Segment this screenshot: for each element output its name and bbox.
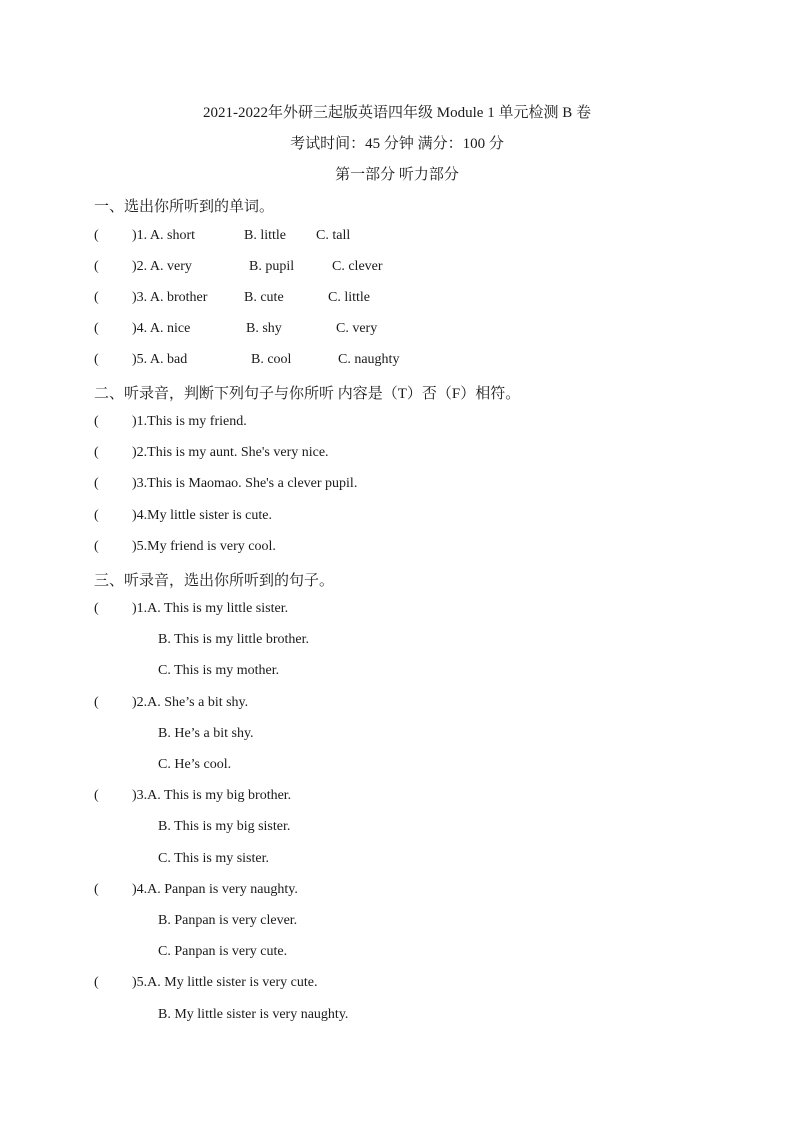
question: [94, 975, 317, 995]
option-c: C. very: [336, 321, 378, 336]
question: [94, 788, 291, 808]
list-item: [94, 508, 272, 528]
statement: )1.This is my friend.: [132, 414, 247, 429]
option-b: B. This is my little brother.: [158, 632, 310, 647]
option-a: )1.A. This is my little sister.: [132, 601, 289, 616]
answer-blank[interactable]: (: [94, 695, 99, 710]
list-item: [94, 539, 276, 559]
option-a: )2.A. She’s a bit shy.: [132, 695, 249, 710]
question: [94, 695, 248, 715]
answer-blank[interactable]: (: [94, 539, 99, 554]
exam-info: 考试时间：45 分钟 满分：100 分: [290, 136, 504, 152]
answer-blank[interactable]: (: [94, 508, 99, 523]
statement: )4.My little sister is cute.: [132, 508, 272, 523]
option-b: B. pupil: [249, 259, 295, 274]
question: [94, 601, 288, 621]
option-c: C. This is my sister.: [158, 851, 269, 866]
answer-blank[interactable]: (: [94, 445, 99, 460]
option-a: )5. A. bad: [132, 352, 188, 367]
option-b: B. cute: [244, 290, 284, 305]
option-b: B. Panpan is very clever.: [158, 913, 298, 928]
option-a: )3. A. brother: [132, 290, 208, 305]
section3-heading: 三、听录音，选出你所听到的句子。: [94, 573, 335, 589]
option-c: C. little: [328, 290, 370, 305]
option-b: B. This is my big sister.: [158, 819, 291, 834]
answer-blank[interactable]: (: [94, 788, 99, 803]
list-item: [94, 445, 329, 465]
answer-blank[interactable]: (: [94, 476, 99, 491]
option-a: )2. A. very: [132, 259, 192, 274]
answer-blank[interactable]: (: [94, 228, 99, 243]
list-item: [94, 321, 378, 341]
answer-blank[interactable]: (: [94, 259, 99, 274]
part-heading: 第一部分 听力部分: [335, 167, 459, 183]
option-c: C. tall: [316, 228, 351, 243]
statement: )5.My friend is very cool.: [132, 539, 276, 554]
section1-heading: 一、选出你所听到的单词。: [94, 199, 275, 215]
option-a: )4. A. nice: [132, 321, 191, 336]
option-c: C. Panpan is very cute.: [158, 944, 288, 959]
list-item: [94, 414, 247, 434]
option-a: )3.A. This is my big brother.: [132, 788, 292, 803]
answer-blank[interactable]: (: [94, 882, 99, 897]
statement: )2.This is my aunt. She's very nice.: [132, 445, 329, 460]
option-b: B. My little sister is very naughty.: [158, 1007, 349, 1022]
answer-blank[interactable]: (: [94, 290, 99, 305]
option-a: )4.A. Panpan is very naughty.: [132, 882, 298, 897]
option-a: )1. A. short: [132, 228, 195, 243]
list-item: [94, 290, 370, 310]
answer-blank[interactable]: (: [94, 321, 99, 336]
answer-blank[interactable]: (: [94, 975, 99, 990]
answer-blank[interactable]: (: [94, 414, 99, 429]
question: [94, 882, 298, 902]
list-item: [94, 476, 357, 496]
answer-blank[interactable]: (: [94, 601, 99, 616]
option-b: B. shy: [246, 321, 282, 336]
option-b: B. little: [244, 228, 286, 243]
statement: )3.This is Maomao. She's a clever pupil.: [132, 476, 358, 491]
exam-title: 2021-2022年外研三起版英语四年级 Module 1 单元检测 B 卷: [203, 105, 591, 121]
option-c: C. naughty: [338, 352, 400, 367]
option-a: )5.A. My little sister is very cute.: [132, 975, 318, 990]
option-c: C. He’s cool.: [158, 757, 232, 772]
option-b: B. cool: [251, 352, 292, 367]
list-item: [94, 228, 351, 248]
list-item: [94, 259, 383, 279]
answer-blank[interactable]: (: [94, 352, 99, 367]
option-b: B. He’s a bit shy.: [158, 726, 254, 741]
option-c: C. clever: [332, 259, 383, 274]
section2-heading: 二、听录音，判断下列句子与你所听 内容是（T）否（F）相符。: [94, 386, 521, 402]
list-item: [94, 352, 400, 372]
option-c: C. This is my mother.: [158, 663, 280, 678]
